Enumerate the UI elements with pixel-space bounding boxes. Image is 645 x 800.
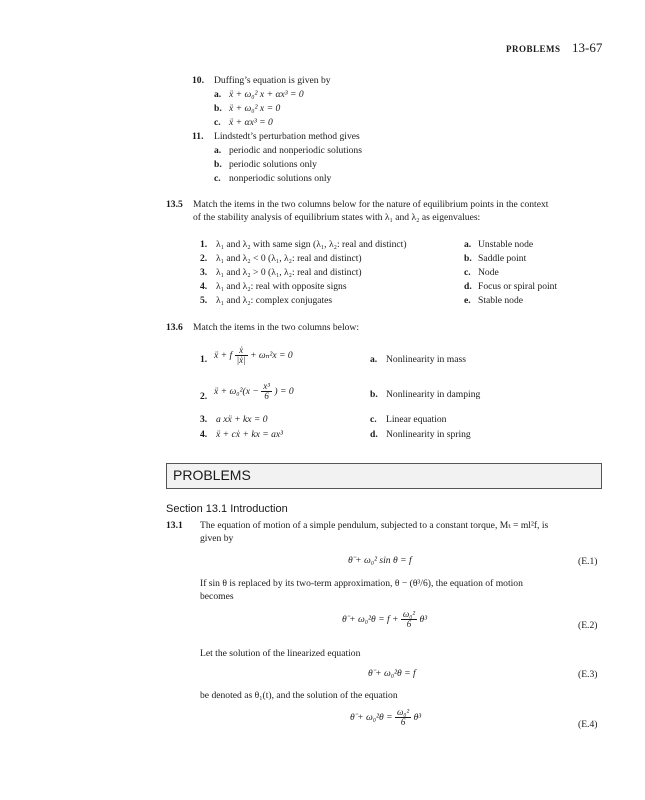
p131-line1: The equation of motion of a simple pendulum, subjected to a constant torque, Mₜ = ml²f, is bbox=[200, 520, 549, 531]
p136-eq3: a xẍ + kx = 0 bbox=[216, 414, 268, 425]
p135-left-item: λ₁ and λ₂: complex conjugates bbox=[216, 295, 333, 306]
p135-number: 13.5 bbox=[166, 199, 183, 210]
q11-option-label: b. bbox=[214, 159, 222, 170]
q10-option-eq: ẍ + αx³ = 0 bbox=[229, 117, 273, 128]
equation-e2 bbox=[342, 610, 427, 630]
p131-para2-line2: becomes bbox=[200, 591, 234, 602]
p135-left-item: λ₁ and λ₂ with same sign (λ₁, λ₂: real and distinct) bbox=[216, 239, 407, 250]
p136-left-label: 2. bbox=[200, 391, 208, 402]
p136-right-item: Nonlinearity in damping bbox=[386, 389, 481, 400]
p135-right-item: Unstable node bbox=[478, 239, 534, 250]
p135-right-label: c. bbox=[464, 267, 471, 278]
p136-eq2-pre: ẍ + ω₀²(x − bbox=[214, 386, 259, 398]
p135-left-label: 3. bbox=[200, 267, 208, 278]
problems-heading-box bbox=[166, 463, 602, 489]
p135-left-item: λ₁ and λ₂ < 0 (λ₁, λ₂: real and distinct) bbox=[216, 253, 362, 264]
p136-eq2-denominator: 6 bbox=[264, 391, 269, 402]
p135-right-item: Focus or spiral point bbox=[478, 281, 558, 292]
p136-number: 13.6 bbox=[166, 322, 183, 333]
q11-text: Lindstedt’s perturbation method gives bbox=[214, 131, 360, 142]
p136-left-label: 3. bbox=[200, 414, 208, 425]
p131-para2-line1: If sin θ is replaced by its two-term approximation, θ − (θ³/6), the equation of motion bbox=[200, 578, 523, 589]
p131-para4: be denoted as θ₁(t), and the solution of the equation bbox=[200, 690, 398, 701]
q11-option-text: periodic solutions only bbox=[229, 159, 317, 170]
p136-right-label: b. bbox=[370, 389, 378, 400]
q11-option-label: c. bbox=[214, 173, 221, 184]
p135-left-label: 5. bbox=[200, 295, 208, 306]
p135-right-label: b. bbox=[464, 253, 472, 264]
equation-e4 bbox=[350, 708, 421, 728]
q10-option-eq: ẍ + ω₀² x + αx³ = 0 bbox=[229, 89, 304, 100]
p136-eq1-post: + ωₙ²x = 0 bbox=[249, 350, 293, 362]
equation-e1: θ̈ + ω₀² sin θ = f bbox=[348, 555, 412, 566]
equation-e4-post: θ³ bbox=[413, 712, 422, 724]
equation-e4-pre: θ̈ + ω₀²θ = bbox=[350, 712, 393, 724]
equation-e2-denominator: 6 bbox=[406, 619, 412, 630]
p135-left-label: 1. bbox=[200, 239, 208, 250]
p135-right-label: a. bbox=[464, 239, 472, 250]
p135-left-item: λ₁ and λ₂ > 0 (λ₁, λ₂: real and distinct) bbox=[216, 267, 362, 278]
p135-line2: of the stability analysis of equilibrium states with λ₁ and λ₂ as eigenvalues: bbox=[193, 212, 481, 223]
p135-right-item: Stable node bbox=[478, 295, 524, 306]
page-number: 13-67 bbox=[572, 40, 603, 55]
equation-tag: (E.1) bbox=[578, 556, 598, 567]
equation-tag: (E.4) bbox=[578, 719, 598, 730]
p136-right-label: c. bbox=[370, 414, 377, 425]
running-header-section: PROBLEMS bbox=[506, 44, 561, 54]
p136-eq1-fraction bbox=[235, 346, 248, 366]
p131-para3: Let the solution of the linearized equation bbox=[200, 648, 361, 659]
p136-eq2-numerator: x³ bbox=[263, 381, 270, 391]
equation-e4-numerator: ω₀² bbox=[396, 707, 410, 717]
p136-right-label: a. bbox=[370, 354, 378, 365]
p131-line2: given by bbox=[200, 533, 234, 544]
q11-option-label: a. bbox=[214, 145, 222, 156]
q11-option-text: periodic and nonperiodic solutions bbox=[229, 145, 362, 156]
q10-option-eq: ẍ + ω₀² x = 0 bbox=[229, 103, 281, 114]
p136-right-label: d. bbox=[370, 429, 378, 440]
equation-e2-numerator: ω₀² bbox=[402, 609, 416, 619]
p136-right-item: Nonlinearity in spring bbox=[386, 429, 471, 440]
p136-text: Match the items in the two columns below: bbox=[193, 322, 359, 333]
q10-option-label: a. bbox=[214, 89, 222, 100]
q10-text: Duffing’s equation is given by bbox=[214, 75, 331, 86]
equation-e2-fraction bbox=[401, 610, 417, 630]
p135-right-item: Node bbox=[478, 267, 499, 278]
q11-number: 11. bbox=[192, 131, 204, 142]
p136-eq1-numerator: ẋ bbox=[235, 346, 248, 356]
q10-option-label: c. bbox=[214, 117, 221, 128]
p136-eq1-denominator: |ẋ| bbox=[236, 355, 246, 366]
equation-tag: (E.2) bbox=[578, 620, 598, 631]
p135-left-item: λ₁ and λ₂: real with opposite signs bbox=[216, 281, 347, 292]
p135-right-label: d. bbox=[464, 281, 472, 292]
p136-eq2 bbox=[214, 382, 294, 402]
p136-eq1-pre: ẍ + f bbox=[214, 350, 233, 362]
equation-e2-post: θ³ bbox=[419, 614, 428, 626]
p135-left-label: 2. bbox=[200, 253, 208, 264]
p136-right-item: Nonlinearity in mass bbox=[386, 354, 466, 365]
p136-eq1 bbox=[214, 346, 293, 366]
p135-right-label: e. bbox=[464, 295, 471, 306]
p135-line1: Match the items in the two columns below for the nature of equilibrium points in the context bbox=[193, 199, 549, 210]
q11-option-text: nonperiodic solutions only bbox=[229, 173, 332, 184]
p136-left-label: 4. bbox=[200, 429, 208, 440]
problems-heading: PROBLEMS bbox=[173, 467, 251, 483]
p136-eq2-fraction bbox=[261, 382, 272, 402]
p131-number: 13.1 bbox=[166, 520, 183, 531]
p136-eq2-post: ) = 0 bbox=[274, 386, 294, 398]
p135-right-item: Saddle point bbox=[478, 253, 527, 264]
p136-eq4: ẍ + cẋ + kx = ax³ bbox=[216, 429, 284, 440]
q10-number: 10. bbox=[192, 75, 204, 86]
equation-e2-pre: θ̈ + ω₀²θ = f + bbox=[342, 614, 399, 626]
equation-e3: θ̈ + ω₀²θ = f bbox=[368, 668, 416, 679]
p135-left-label: 4. bbox=[200, 281, 208, 292]
q10-option-label: b. bbox=[214, 103, 222, 114]
equation-e4-denominator: 6 bbox=[400, 717, 406, 728]
equation-tag: (E.3) bbox=[578, 669, 598, 680]
p136-right-item: Linear equation bbox=[386, 414, 447, 425]
p136-left-label: 1. bbox=[200, 354, 208, 365]
equation-e4-fraction bbox=[395, 708, 411, 728]
section-heading: Section 13.1 Introduction bbox=[166, 503, 288, 515]
